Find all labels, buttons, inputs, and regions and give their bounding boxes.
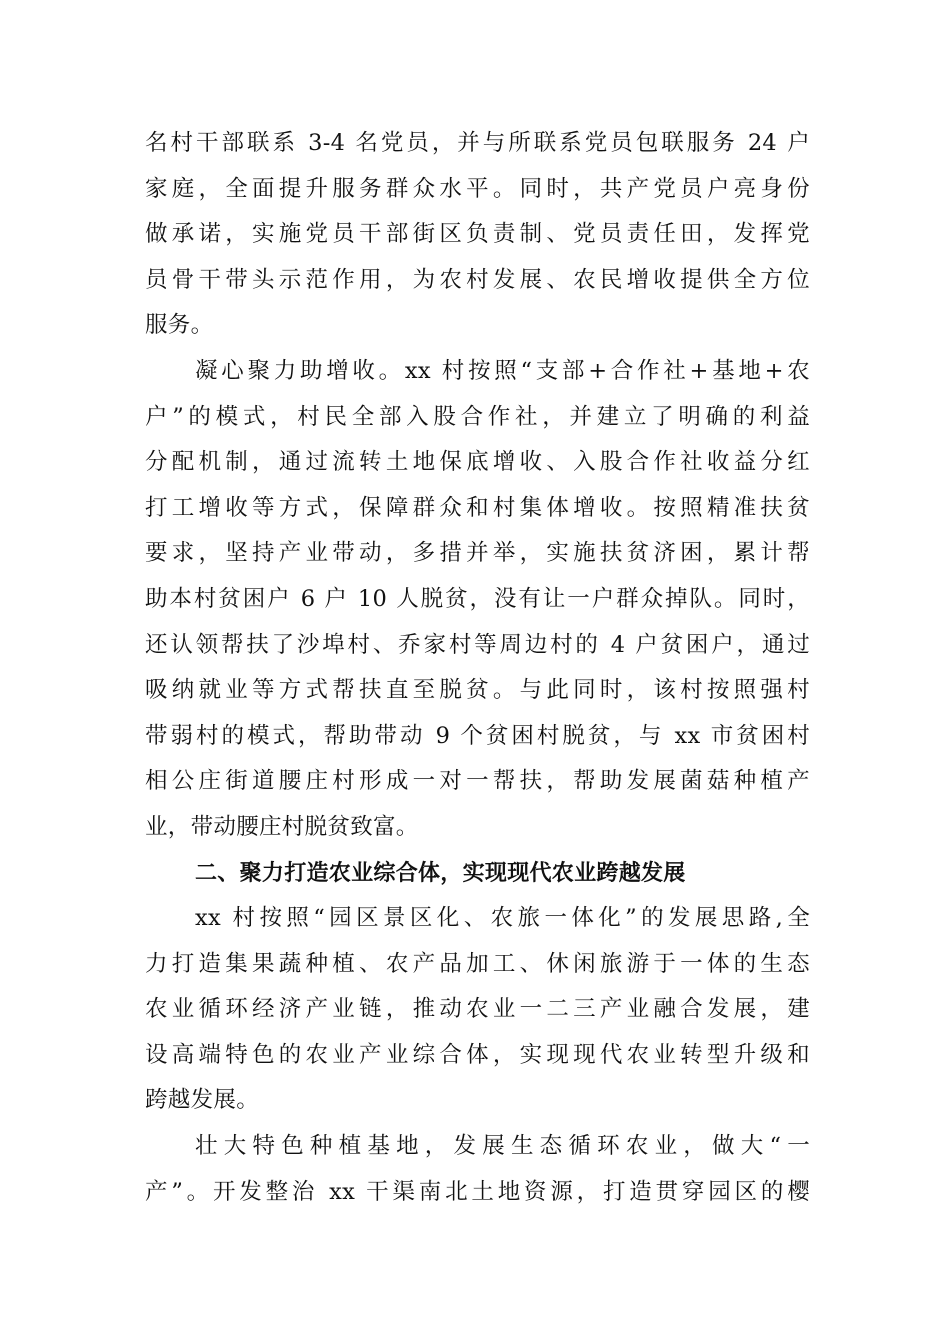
body-line: 做承诺，实施党员干部街区负责制、党员责任田，发挥党: [145, 221, 810, 248]
paragraph-start-line: 凝心聚力助增收。xx 村按照“支部+合作社+基地+农: [195, 357, 810, 384]
body-line: 还认领帮扶了沙埠村、乔家村等周边村的 4 户贫困户，通过: [145, 631, 810, 658]
body-line: 员骨干带头示范作用，为农村发展、农民增收提供全方位: [145, 266, 810, 293]
body-line: 吸纳就业等方式帮扶直至脱贫。与此同时，该村按照强村: [145, 677, 810, 704]
body-line: 带弱村的模式，帮助带动 9 个贫困村脱贫，与 xx 市贫困村: [145, 722, 810, 749]
body-line: 助本村贫困户 6 户 10 人脱贫，没有让一户群众掉队。同时，: [145, 585, 810, 612]
body-line: 打工增收等方式，保障群众和村集体增收。按照精准扶贫: [145, 494, 810, 521]
body-line: 相公庄街道腰庄村形成一对一帮扶，帮助发展菌菇种植产: [145, 768, 810, 795]
body-line: 力打造集果蔬种植、农产品加工、休闲旅游于一体的生态: [145, 950, 810, 977]
body-line: 分配机制，通过流转土地保底增收、入股合作社收益分红: [145, 449, 810, 476]
body-line: 要求，坚持产业带动，多措并举，实施扶贫济困，累计帮: [145, 540, 810, 567]
paragraph-start-line: xx 村按照“园区景区化、农旅一体化”的发展思路,全: [195, 905, 810, 932]
body-line: 业，带动腰庄村脱贫致富。: [145, 813, 419, 840]
document-body: [145, 121, 810, 1215]
body-line: 家庭，全面提升服务群众水平。同时，共产党员户亮身份: [145, 175, 810, 202]
body-line: 跨越发展。: [145, 1087, 260, 1114]
body-line: 户”的模式，村民全部入股合作社，并建立了明确的利益: [145, 403, 810, 430]
body-line: 名村干部联系 3-4 名党员，并与所联系党员包联服务 24 户: [145, 130, 810, 156]
body-line: 设高端特色的农业产业综合体，实现现代农业转型升级和: [145, 1041, 810, 1068]
body-line: 农业循环经济产业链，推动农业一二三产业融合发展，建: [145, 996, 810, 1023]
paragraph-start-line: 壮大特色种植基地，发展生态循环农业，做大“一: [195, 1133, 810, 1160]
section-heading: 二、聚力打造农业综合体，实现现代农业跨越发展: [195, 860, 686, 886]
body-line: 产”。开发整治 xx 干渠南北土地资源，打造贯穿园区的樱: [145, 1178, 810, 1205]
body-line: 服务。: [145, 312, 214, 339]
